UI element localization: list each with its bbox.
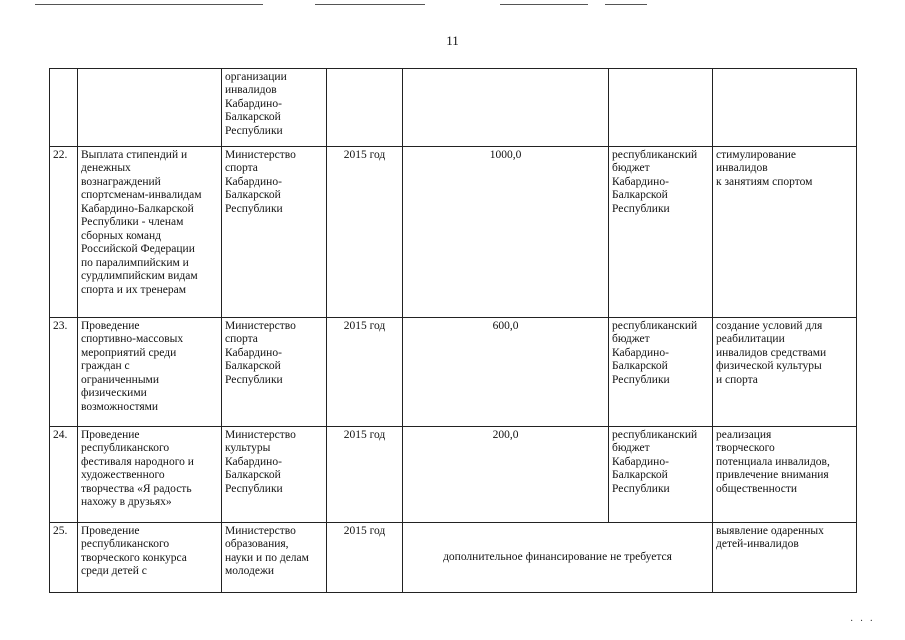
table-row — [50, 427, 857, 523]
row-number-cell: 23. — [50, 318, 78, 427]
source-cell: республиканский бюджет Кабардино- Балкарской Республики — [609, 427, 713, 523]
year-cell: 2015 год — [327, 318, 403, 427]
row-number-cell: 25. — [50, 523, 78, 593]
scan-marks: · · · — [850, 616, 875, 627]
year-cell: 2015 год — [327, 523, 403, 593]
event-cell: Проведение республиканского фестиваля народного и художественного творчества «Я радость нахожу в друзьях» — [78, 427, 222, 523]
result-cell — [713, 69, 857, 147]
table-row — [50, 69, 857, 147]
executor-cell: Министерство образования, науки и по делам молодежи — [222, 523, 327, 593]
scan-line — [315, 4, 425, 5]
row-number-cell: 22. — [50, 147, 78, 318]
year-cell: 2015 год — [327, 427, 403, 523]
amount-cell: 200,0 — [403, 427, 609, 523]
amount-cell — [403, 69, 609, 147]
result-cell: создание условий для реабилитации инвалидов средствами физической культуры и спорта — [713, 318, 857, 427]
table-row — [50, 147, 857, 318]
scan-line — [605, 4, 647, 5]
year-cell: 2015 год — [327, 147, 403, 318]
result-cell: выявление одаренных детей-инвалидов — [713, 523, 857, 593]
year-cell — [327, 69, 403, 147]
financing-note-cell: дополнительное финансирование не требуется — [403, 523, 713, 593]
table-row — [50, 523, 857, 593]
executor-cell: Министерство культуры Кабардино- Балкарской Республики — [222, 427, 327, 523]
source-cell — [609, 69, 713, 147]
amount-cell: 600,0 — [403, 318, 609, 427]
executor-cell: организации инвалидов Кабардино- Балкарской Республики — [222, 69, 327, 147]
event-cell — [78, 69, 222, 147]
source-cell: республиканский бюджет Кабардино- Балкарской Республики — [609, 318, 713, 427]
executor-cell: Министерство спорта Кабардино- Балкарской Республики — [222, 147, 327, 318]
scan-line — [500, 4, 588, 5]
executor-cell: Министерство спорта Кабардино- Балкарской Республики — [222, 318, 327, 427]
result-cell: реализация творческого потенциала инвалидов, привлечение внимания общественности — [713, 427, 857, 523]
amount-cell: 1000,0 — [403, 147, 609, 318]
page-number: 11 — [446, 33, 459, 48]
measures-table — [49, 68, 857, 593]
event-cell: Выплата стипендий и денежных вознаграждений спортсменам-инвалидам Кабардино-Балкарской Республики - членам сборных команд Российской Федерации по паралимпийским и сурдлимпийским видам спорта и их тренерам — [78, 147, 222, 318]
row-number-cell: 24. — [50, 427, 78, 523]
result-cell: стимулирование инвалидов к занятиям спортом — [713, 147, 857, 318]
row-number-cell — [50, 69, 78, 147]
event-cell: Проведение спортивно-массовых мероприятий среди граждан с ограниченными физическими возможностями — [78, 318, 222, 427]
table-row — [50, 318, 857, 427]
source-cell: республиканский бюджет Кабардино- Балкарской Республики — [609, 147, 713, 318]
event-cell: Проведение республиканского творческого конкурса среди детей с — [78, 523, 222, 593]
scan-line — [35, 4, 263, 5]
